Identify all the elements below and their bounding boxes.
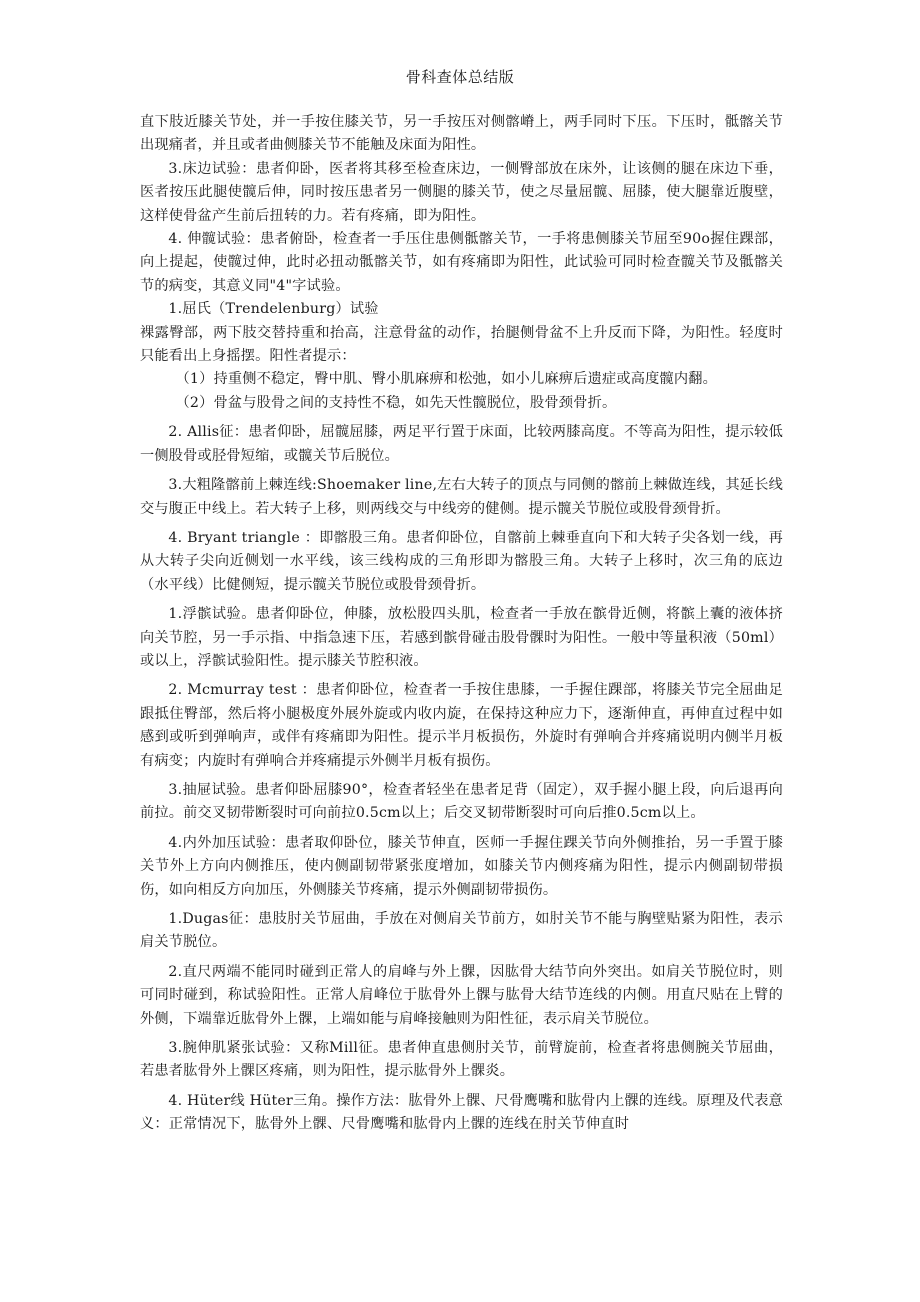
paragraph: 2. Allis征：患者仰卧，屈髋屈膝，两足平行置于床面，比较两膝高度。不等高为阳性，提示较低一侧股骨或胫骨短缩，或髋关节后脱位。 [140,424,783,464]
page-header-title: 骨科查体总结版 [405,68,515,86]
document-body [140,111,783,1137]
list-item: （1）持重侧不稳定，臀中肌、臀小肌麻痹和松弛，如小儿麻痹后遗症或高度髋内翻。 [175,371,718,388]
paragraph: 3.床边试验：患者仰卧，医者将其移至检查床边，一侧臀部放在床外，让该侧的腿在床边下垂，医者按压此腿使髋后伸，同时按压患者另一侧腿的膝关节，使之尽量屈髋、屈膝，使大腿靠近腹壁，这样使骨盆产生前后扭转的力。若有疼痛，即为阳性。 [140,160,783,224]
section-heading: 1.屈氏（Trendelenburg）试验 [168,301,379,318]
paragraph: 4. Bryant triangle ：即髂股三角。患者仰卧位，自髂前上棘垂直向下和大转子尖各划一线，再从大转子尖向近侧划一水平线，该三线构成的三角形即为髂股三角。大转子上移时，次三角的底边（水平线）比健侧短，提示髋关节脱位或股骨颈骨折。 [140,529,783,593]
paragraph: 2. Mcmurray test ：患者仰卧位，检查者一手按住患膝，一手握住踝部，将膝关节完全屈曲足跟抵住臀部，然后将小腿极度外展外旋或内收内旋，在保持这种应力下，逐渐伸直，再伸直过程中如感到或听到弹响声，或伴有疼痛即为阳性。提示半月板损伤，外旋时有弹响合并疼痛说明内侧半月板有病变；内旋时有弹响合并疼痛提示外侧半月板有损伤。 [140,682,783,769]
paragraph: 3.大粗隆髂前上棘连线:Shoemaker line,左右大转子的顶点与同侧的髂前上棘做连线，其延长线交与腹正中线上。若大转子上移，则两线交与中线旁的健侧。提示髋关节脱位或股骨颈骨折。 [140,477,783,517]
paragraph: 3.抽屉试验。患者仰卧屈膝90°，检查者轻坐在患者足背（固定），双手握小腿上段，向后退再向前拉。前交叉韧带断裂时可向前拉0.5cm以上；后交叉韧带断裂时可向后推0.5cm以上。 [140,781,783,822]
paragraph: 3.腕伸肌紧张试验：又称Mill征。患者伸直患侧肘关节，前臂旋前，检查者将患侧腕关节屈曲，若患者肱骨外上髁区疼痛，则为阳性，提示肱骨外上髁炎。 [140,1040,783,1080]
paragraph: 4. 伸髋试验：患者俯卧，检查者一手压住患侧骶髂关节，一手将患侧膝关节屈至90o握住踝部，向上提起，使髋过伸，此时必扭动骶髂关节，如有疼痛即为阳性，此试验可同时检查髋关节及骶髂关节的病变，其意义同"4"字试验。 [140,231,783,294]
paragraph: 2.直尺两端不能同时碰到正常人的肩峰与外上髁，因肱骨大结节向外突出。如肩关节脱位时，则可同时碰到，称试验阳性。正常人肩峰位于肱骨外上髁与肱骨大结节连线的内侧。用直尺贴在上臂的外侧，下端靠近肱骨外上髁，上端如能与肩峰接触则为阳性征，表示肩关节脱位。 [140,963,783,1027]
paragraph: 直下肢近膝关节处，并一手按住膝关节，另一手按压对侧髂嵴上，两手同时下压。下压时，骶髂关节出现痛者，并且或者曲侧膝关节不能触及床面为阳性。 [140,114,783,154]
paragraph: 4. Hüter线 Hüter三角。操作方法：肱骨外上髁、尺骨鹰嘴和肱骨内上髁的连线。原理及代表意义：正常情况下，肱骨外上髁、尺骨鹰嘴和肱骨内上髁的连线在肘关节伸直时 [140,1092,783,1133]
paragraph: 1.Dugas征：患肢肘关节屈曲，手放在对侧肩关节前方，如肘关节不能与胸壁贴紧为阳性，表示肩关节脱位。 [140,911,783,951]
paragraph: 裸露臀部，两下肢交替持重和抬高，注意骨盆的动作，抬腿侧骨盆不上升反而下降，为阳性。轻度时只能看出上身摇摆。阳性者提示： [140,324,783,365]
list-item: （2）骨盆与股骨之间的支持性不稳，如先天性髋脱位，股骨颈骨折。 [175,394,617,411]
paragraph: 4.内外加压试验：患者取仰卧位，膝关节伸直，医师一手握住踝关节向外侧推抬，另一手置于膝关节外上方向内侧推压，使内侧副韧带紧张度增加，如膝关节内侧疼痛为阳性，提示内侧副韧带损伤，如向相反方向加压，外侧膝关节疼痛，提示外侧副韧带损伤。 [140,834,783,898]
paragraph: 1.浮髌试验。患者仰卧位，伸膝，放松股四头肌，检查者一手放在髌骨近侧，将髌上囊的液体挤向关节腔，另一手示指、中指急速下压，若感到髌骨碰击股骨髁时为阳性。一般中等量积液（50ml）或以上，浮髌试验阳性。提示膝关节腔积液。 [140,606,783,669]
